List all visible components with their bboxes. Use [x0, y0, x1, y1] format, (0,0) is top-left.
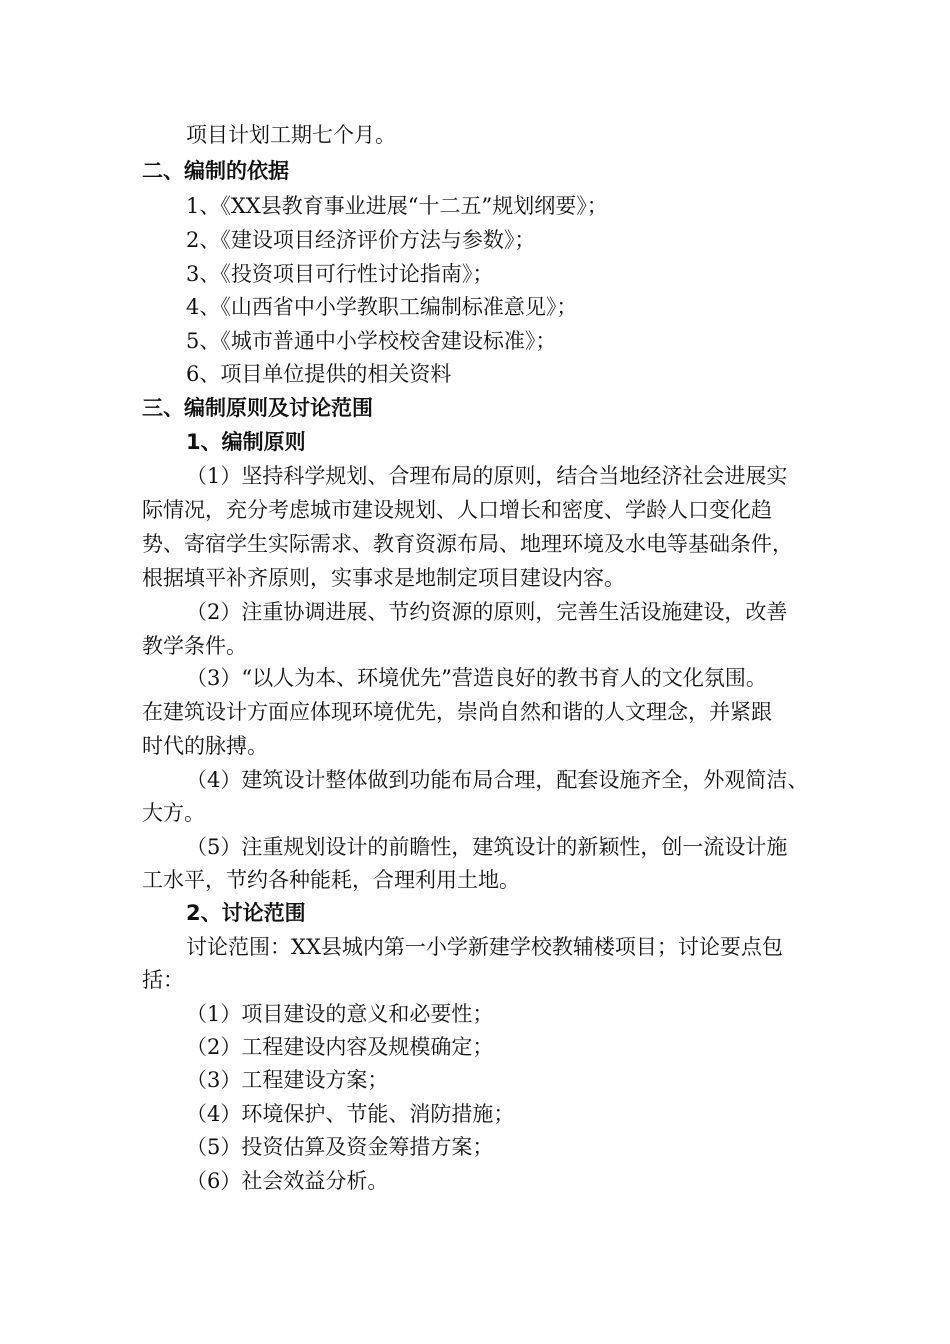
paragraph-line: 大方。 — [142, 801, 205, 825]
list-item: 4、《山西省中小学教职工编制标准意见》； — [186, 295, 578, 319]
paragraph-line: 根据填平补齐原则，实事求是地制定项目建设内容。 — [142, 566, 625, 590]
list-item: （5）投资估算及资金筹措方案； — [186, 1135, 494, 1159]
paragraph-line: 工水平，节约各种能耗，合理利用土地。 — [142, 868, 520, 892]
list-item: 2、《建设项目经济评价方法与参数》； — [186, 228, 536, 252]
paragraph-line: （2）注重协调进展、节约资源的原则，完善生活设施建设，改善 — [186, 600, 788, 624]
paragraph-line: 教学条件。 — [142, 634, 247, 658]
section-heading-basis: 二、编制的依据 — [142, 159, 289, 183]
paragraph-line: （5）注重规划设计的前瞻性，建筑设计的新颖性，创一流设计施 — [186, 835, 788, 859]
list-item: （6）社会效益分析。 — [186, 1169, 389, 1193]
list-item: 1、《XX县教育事业进展“十二五”规划纲要》； — [186, 194, 608, 218]
paragraph-line: （4）建筑设计整体做到功能布局合理，配套设施齐全，外观简洁、 — [186, 768, 809, 792]
list-item: （1）项目建设的意义和必要性； — [186, 1002, 494, 1026]
paragraph-line: 时代的脉搏。 — [142, 734, 268, 758]
paragraph-line: 势、寄宿学生实际需求、教育资源布局、地理环境及水电等基础条件， — [142, 532, 793, 556]
paragraph-line: 际情况，充分考虑城市建设规划、人口增长和密度、学龄人口变化趋 — [142, 498, 772, 522]
paragraph-line: （1）坚持科学规划、合理布局的原则，结合当地经济社会进展实 — [186, 464, 788, 488]
list-item: 6、项目单位提供的相关资料 — [186, 362, 452, 386]
list-item: （4）环境保护、节能、消防措施； — [186, 1102, 515, 1126]
list-item: 3、《投资项目可行性讨论指南》； — [186, 262, 494, 286]
subheading-principles: 1、编制原则 — [186, 430, 306, 454]
list-item: （2）工程建设内容及规模确定； — [186, 1035, 494, 1059]
section-heading-principles: 三、编制原则及讨论范围 — [142, 396, 373, 420]
paragraph-line: 在建筑设计方面应体现环境优先，崇尚自然和谐的人文理念，并紧跟 — [142, 700, 772, 724]
paragraph-line: 项目计划工期七个月。 — [186, 123, 396, 147]
list-item: 5、《城市普通中小学校校舍建设标准》； — [186, 329, 557, 353]
list-item: （3）工程建设方案； — [186, 1068, 389, 1092]
subheading-scope: 2、讨论范围 — [186, 901, 306, 925]
paragraph-line: （3）“以人为本、环境优先”营造良好的教书育人的文化氛围。 — [186, 666, 767, 690]
paragraph-line: 讨论范围：XX县城内第一小学新建学校教辅楼项目；讨论要点包 — [186, 935, 783, 959]
paragraph-line: 括： — [142, 968, 184, 992]
